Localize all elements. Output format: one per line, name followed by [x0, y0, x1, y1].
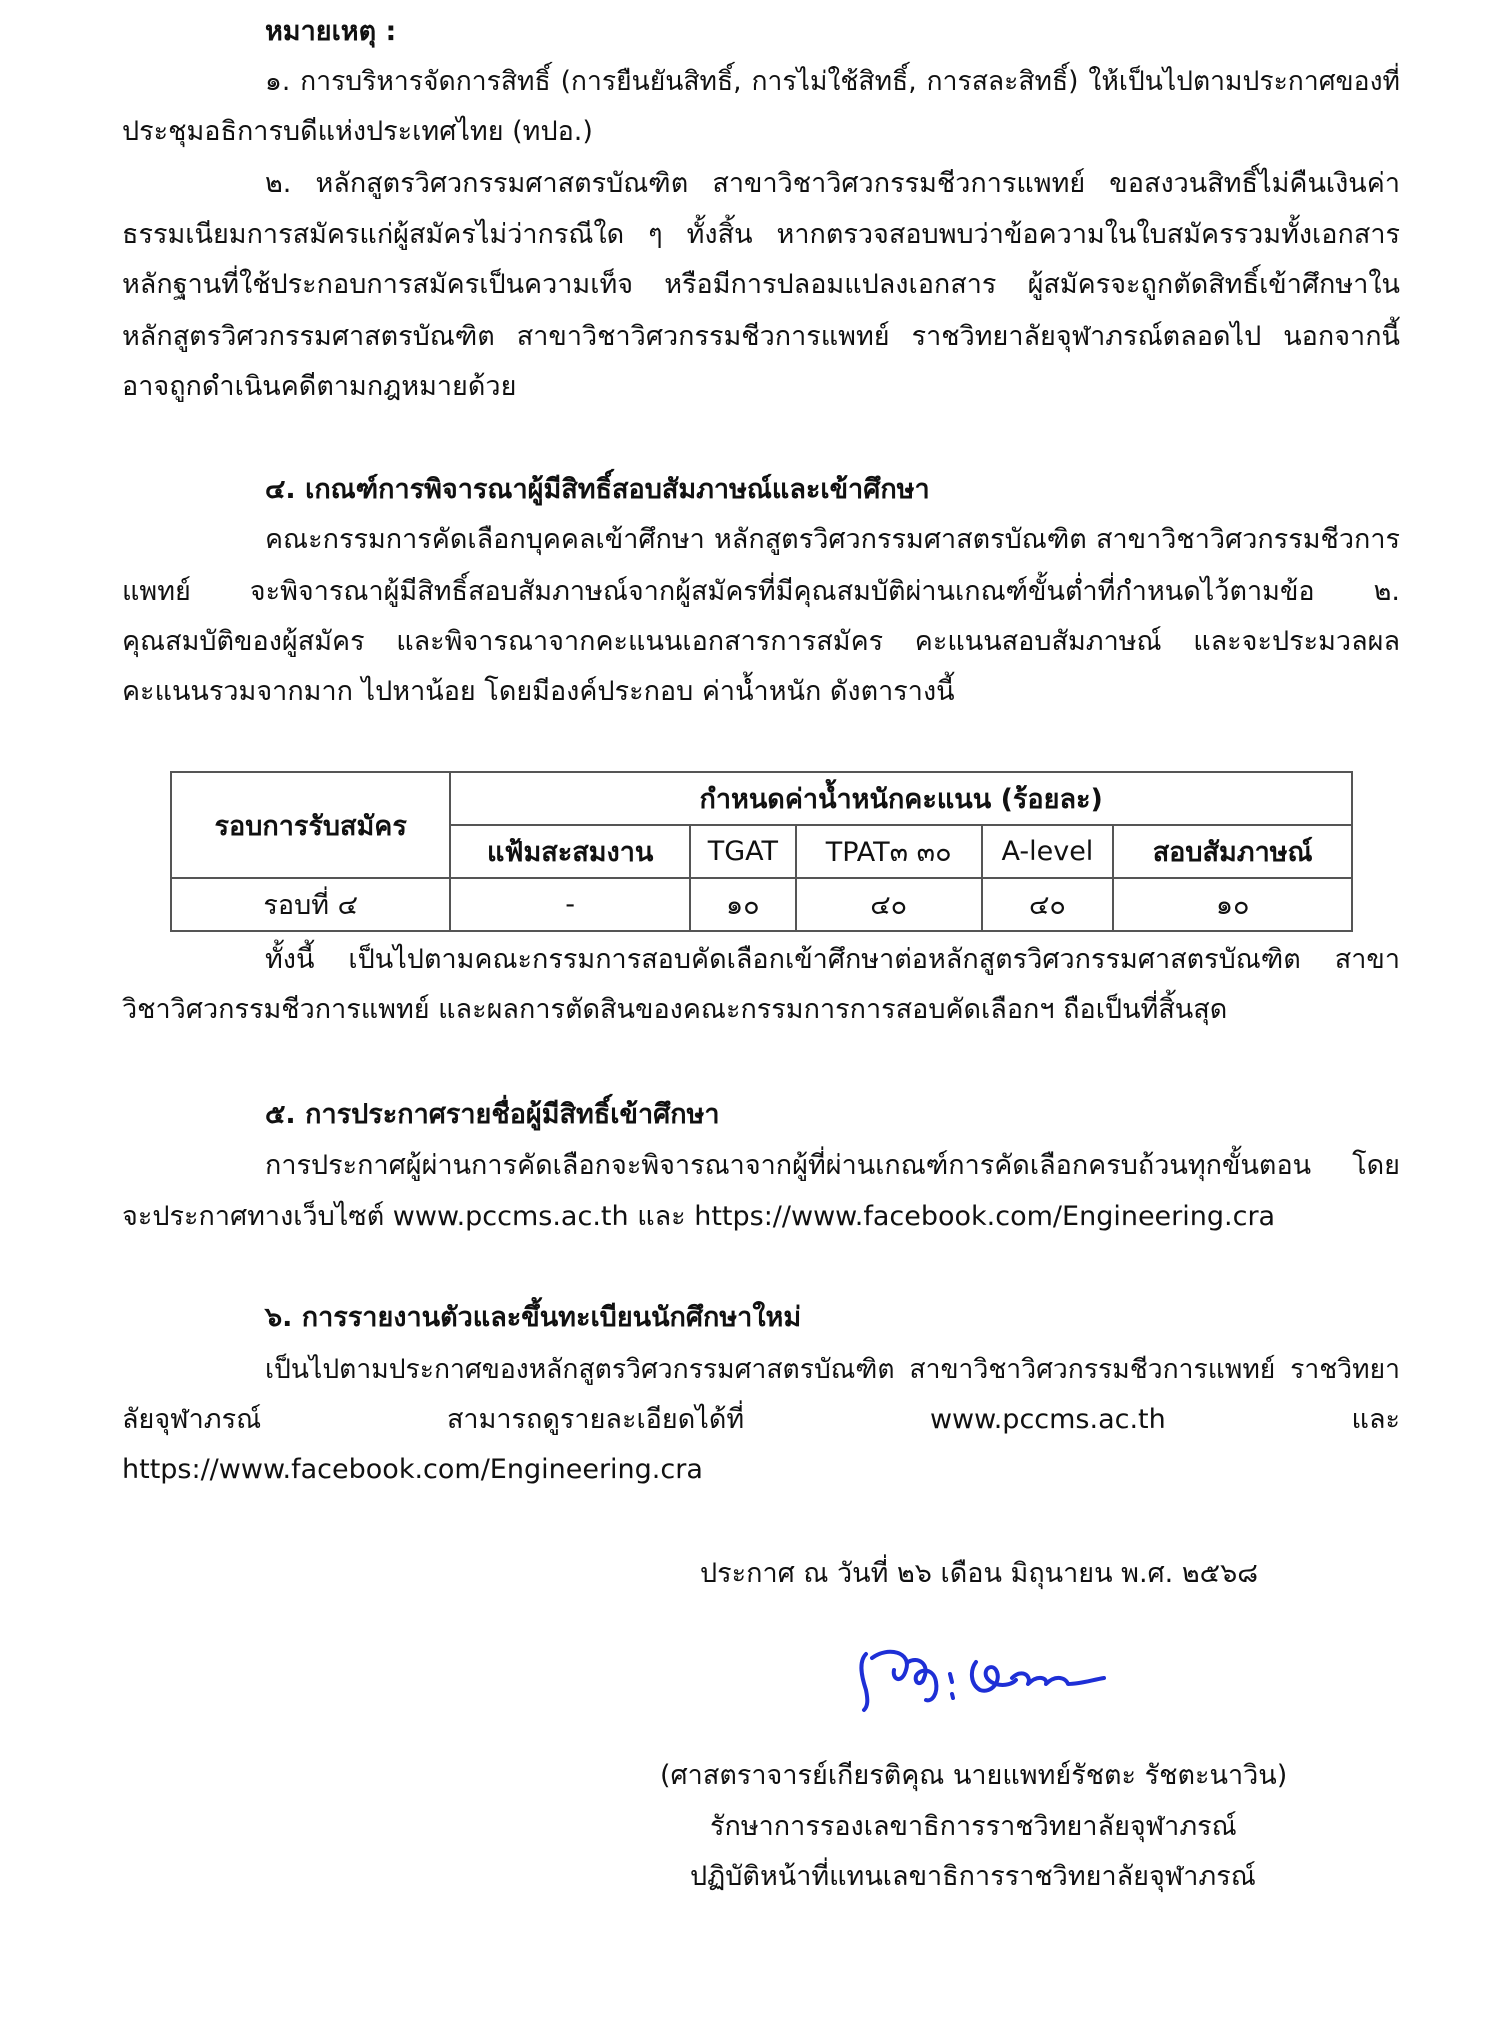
interview-value: ๑๐: [1113, 878, 1352, 931]
note-1-line-1: ๑. การบริหารจัดการสิทธิ์ (การยืนยันสิทธิ์, การไม่ใช้สิทธิ์, การสละสิทธิ์) ให้เป็นไปตามประกาศของที่: [265, 66, 1400, 97]
section-4-line-3: คุณสมบัติของผู้สมัคร และพิจารณาจากคะแนนเอกสารการสมัคร คะแนนสอบสัมภาษณ์ และจะประมวลผล: [122, 626, 1400, 657]
weight-header: กำหนดค่าน้ำหนักคะแนน (ร้อยละ): [450, 772, 1352, 825]
column-header-tgat: TGAT: [690, 825, 796, 878]
signer-title-2: ปฏิบัติหน้าที่แทนเลขาธิการราชวิทยาลัยจุฬาภรณ์: [690, 1861, 1256, 1892]
section-5-line-1: การประกาศผู้ผ่านการคัดเลือกจะพิจารณาจากผู้ที่ผ่านเกณฑ์การคัดเลือกครบถ้วนทุกขั้นตอน โดย: [265, 1150, 1400, 1181]
section-4-after-line-1: ทั้งนี้ เป็นไปตามคณะกรรมการสอบคัดเลือกเข้าศึกษาต่อหลักสูตรวิศวกรรมศาสตรบัณฑิต สาขา: [265, 944, 1400, 975]
note-2-line-5: อาจถูกดำเนินคดีตามกฎหมายด้วย: [122, 371, 517, 402]
section-4-line-1: คณะกรรมการคัดเลือกบุคคลเข้าศึกษา หลักสูตรวิศวกรรมศาสตรบัณฑิต สาขาวิชาวิศวกรรมชีวการ: [265, 524, 1400, 555]
note-2-line-2: ธรรมเนียมการสมัครแก่ผู้สมัครไม่ว่ากรณีใด ๆ ทั้งสิ้น หากตรวจสอบพบว่าข้อความในใบสมัครรวมทั้งเอกสาร: [122, 219, 1400, 250]
column-header-portfolio: แฟ้มสะสมงาน: [450, 825, 690, 878]
portfolio-value: -: [450, 878, 690, 931]
signer-title-1: รักษาการรองเลขาธิการราชวิทยาลัยจุฬาภรณ์: [710, 1811, 1237, 1842]
notes-heading: หมายเหตุ :: [265, 16, 397, 47]
a-level-value: ๔๐: [982, 878, 1114, 931]
note-2-line-1: ๒. หลักสูตรวิศวกรรมศาสตรบัณฑิต สาขาวิชาวิศวกรรมชีวการแพทย์ ขอสงวนสิทธิ์ไม่คืนเงินค่า: [265, 168, 1400, 199]
note-2-line-4: หลักสูตรวิศวกรรมศาสตรบัณฑิต สาขาวิชาวิศวกรรมชีวการแพทย์ ราชวิทยาลัยจุฬาภรณ์ตลอดไป นอกจากนี้: [122, 321, 1400, 352]
signature: [852, 1640, 1112, 1720]
announcement-date: ประกาศ ณ วันที่ ๒๖ เดือน มิถุนายน พ.ศ. ๒๕๖๘: [700, 1558, 1259, 1589]
signer-name: (ศาสตราจารย์เกียรติคุณ นายแพทย์รัชตะ รัชตะนาวิน): [660, 1760, 1288, 1791]
section-4-heading: ๔. เกณฑ์การพิจารณาผู้มีสิทธิ์สอบสัมภาษณ์และเข้าศึกษา: [265, 474, 930, 505]
column-header-tpat3: TPAT๓ ๓๐: [796, 825, 982, 878]
column-header-a-level: A-level: [982, 825, 1114, 878]
note-2-line-3: หลักฐานที่ใช้ประกอบการสมัครเป็นความเท็จ หรือมีการปลอมแปลงเอกสาร ผู้สมัครจะถูกตัดสิทธิ์เข้าศึกษาใน: [122, 269, 1400, 300]
section-6-line-1: เป็นไปตามประกาศของหลักสูตรวิศวกรรมศาสตรบัณฑิต สาขาวิชาวิศวกรรมชีวการแพทย์ ราชวิทยา: [265, 1354, 1400, 1385]
section-6-line-2: ลัยจุฬาภรณ์ สามารถดูรายละเอียดได้ที่ www.pccms.ac.th และ: [122, 1404, 1400, 1435]
tpat3-value: ๔๐: [796, 878, 982, 931]
section-6-line-3: https://www.facebook.com/Engineering.cra: [122, 1454, 703, 1485]
section-4-line-2: แพทย์ จะพิจารณาผู้มีสิทธิ์สอบสัมภาษณ์จากผู้สมัครที่มีคุณสมบัติผ่านเกณฑ์ขั้นต่ำที่กำหนดไว้ตามข้อ ๒.: [122, 576, 1400, 607]
section-6-heading: ๖. การรายงานตัวและขึ้นทะเบียนนักศึกษาใหม่: [265, 1302, 802, 1333]
section-5-heading: ๕. การประกาศรายชื่อผู้มีสิทธิ์เข้าศึกษา: [265, 1099, 720, 1130]
round-cell: รอบที่ ๔: [171, 878, 450, 931]
column-header-interview: สอบสัมภาษณ์: [1113, 825, 1352, 878]
note-1-line-2: ประชุมอธิการบดีแห่งประเทศไทย (ทปอ.): [122, 116, 593, 147]
section-4-line-4: คะแนนรวมจากมาก ไปหาน้อย โดยมีองค์ประกอบ ค่าน้ำหนัก ดังตารางนี้: [122, 676, 955, 707]
section-4-after-line-2: วิชาวิศวกรรมชีวการแพทย์ และผลการตัดสินของคณะกรรมการการสอบคัดเลือกฯ ถือเป็นที่สิ้นสุด: [122, 994, 1228, 1025]
round-header: รอบการรับสมัคร: [171, 772, 450, 878]
section-5-line-2: จะประกาศทางเว็บไซต์ www.pccms.ac.th และ https://www.facebook.com/Engineering.cra: [122, 1201, 1276, 1232]
tgat-value: ๑๐: [690, 878, 796, 931]
table-row: [171, 878, 1352, 931]
weights-table: [170, 771, 1353, 932]
